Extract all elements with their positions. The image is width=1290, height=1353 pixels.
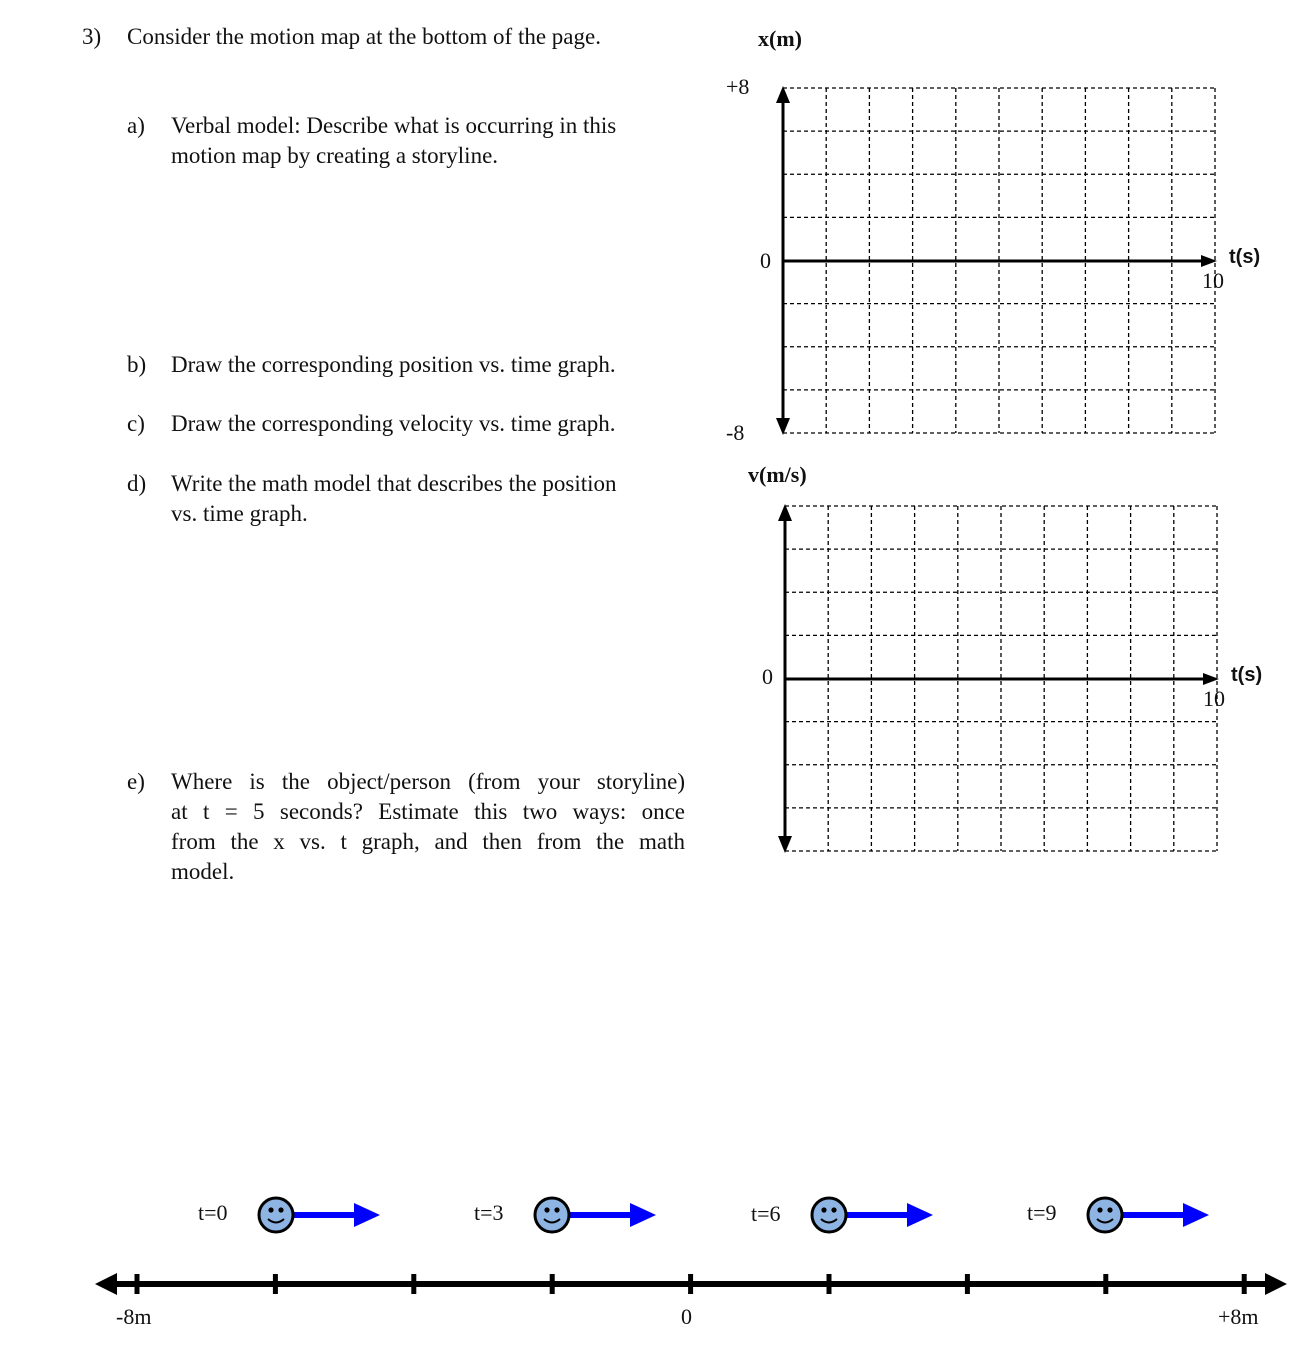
part-d-text: Write the math model that describes the position vs. time graph.: [171, 471, 617, 526]
velocity-graph-x-end-label: 10: [1203, 686, 1225, 711]
velocity-arrowhead: [1183, 1203, 1209, 1227]
part-c-text: Draw the corresponding velocity vs. time graph.: [171, 411, 616, 436]
velocity-graph-y-zero-label: 0: [762, 664, 773, 689]
smiley-eye: [268, 1207, 273, 1212]
position-graph-x-end-label: 10: [1202, 268, 1224, 293]
position-graph-y-top-label: +8: [726, 74, 750, 99]
smiley-eye: [1097, 1207, 1102, 1212]
smiley-face-icon: [1088, 1198, 1122, 1232]
smiley-face-icon: [535, 1198, 569, 1232]
smiley-face-icon: [812, 1198, 846, 1232]
motion-marker-label-1: t=3: [474, 1200, 504, 1225]
velocity-graph-xlabel: t(s): [1231, 664, 1263, 686]
smiley-face-icon: [259, 1198, 293, 1232]
smiley-eye: [821, 1207, 826, 1212]
part-e-label: e): [127, 769, 145, 794]
motion-axis-left-label: -8m: [116, 1304, 152, 1329]
motion-axis-arrow-left: [95, 1273, 117, 1295]
part-a-label: a): [127, 113, 145, 138]
motion-axis-arrow-right: [1265, 1273, 1287, 1295]
velocity-arrowhead: [630, 1203, 656, 1227]
part-e-text: Where is the object/person (from your storyline) at t = 5 seconds? Estimate this two ways: once from the x vs. t graph, and then from the math model.: [171, 769, 685, 884]
motion-axis-center-label: 0: [681, 1304, 692, 1329]
position-graph-y-bottom-label: -8: [726, 420, 745, 445]
smiley-eye: [831, 1207, 836, 1212]
position-graph-xlabel: t(s): [1229, 246, 1261, 268]
motion-marker-0: [259, 1198, 380, 1232]
motion-marker-3: [1088, 1198, 1209, 1232]
position-graph-ylabel: x(m): [758, 26, 802, 51]
question-number: 3): [82, 24, 102, 49]
motion-axis-right-label: +8m: [1218, 1304, 1259, 1329]
part-b-label: b): [127, 352, 147, 377]
part-c-label: c): [127, 411, 145, 436]
part-b-text: Draw the corresponding position vs. time graph.: [171, 352, 616, 377]
velocity-graph-ylabel: v(m/s): [748, 462, 807, 487]
motion-marker-2: [812, 1198, 933, 1232]
motion-marker-label-0: t=0: [198, 1200, 228, 1225]
smiley-eye: [1107, 1207, 1112, 1212]
part-d-label: d): [127, 471, 147, 496]
velocity-arrowhead: [354, 1203, 380, 1227]
motion-marker-label-2: t=6: [751, 1201, 781, 1226]
motion-marker-1: [535, 1198, 656, 1232]
position-graph-y-zero-label: 0: [760, 248, 771, 273]
question-prompt: Consider the motion map at the bottom of the page.: [127, 24, 601, 49]
smiley-eye: [544, 1207, 549, 1212]
motion-marker-label-3: t=9: [1027, 1200, 1057, 1225]
part-a-text: Verbal model: Describe what is occurring in this motion map by creating a storyline.: [171, 113, 617, 168]
smiley-eye: [278, 1207, 283, 1212]
velocity-arrowhead: [907, 1203, 933, 1227]
smiley-eye: [554, 1207, 559, 1212]
